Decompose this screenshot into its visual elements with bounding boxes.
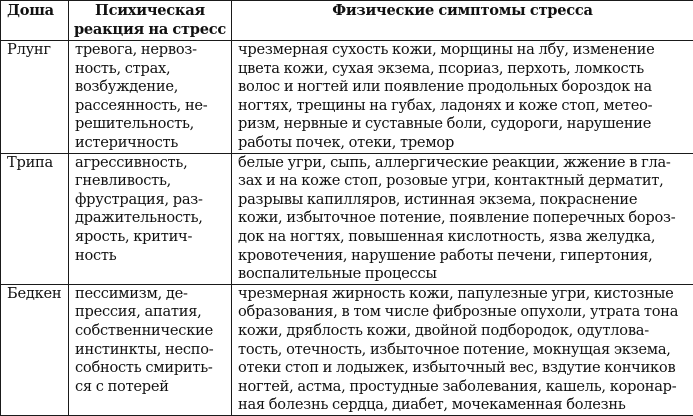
header-physical-label: Физические симптомы стресса [232,2,693,21]
text-line: ризм, нервные и суставные боли, судороги, нарушение [238,115,693,134]
cell-dosha [1,41,69,154]
text-line: истеричность [75,134,231,153]
text-line: ногтях, трещины на губах, ладонях и коже стоп, метео- [238,97,693,116]
text-line: ярость, критич- [75,228,231,247]
text-line: ная болезнь сердца, диабет, мочекаменная болезнь [238,396,693,415]
text-line: отеки стоп и лодыжек, избыточный вес, вздутие кончиков [238,359,693,378]
text-line: работы почек, отеки, тремор [238,134,693,153]
table-row-rlung [1,41,693,154]
cell-dosha [1,284,69,415]
text-line: агрессивность, [75,154,231,173]
text-line: кровотечения, нарушение работы печени, гипертония, [238,247,693,266]
text-line: ся с потерей [75,378,231,397]
dosha-name: Рлунг [7,41,68,60]
text-line: тревога, нервоз- [75,41,231,60]
header-row [1,1,693,41]
text-line: возбуждение, [75,78,231,97]
text-line: решительность, [75,115,231,134]
table-row-bedken [1,284,693,415]
text-line: дражительность, [75,209,231,228]
header-psychic-line: Психическая [69,2,231,21]
text-line: воспалительные процессы [238,265,693,284]
header-physical-symptoms [232,1,693,41]
text-line: кожи, избыточное потение, появление поперечных бороз- [238,209,693,228]
header-dosha-label: Доша [7,2,68,21]
text-line: фрустрация, раз- [75,191,231,210]
text-line: чрезмерная сухость кожи, морщины на лбу, изменение [238,41,693,60]
dosha-name: Трипа [7,154,68,173]
text-line: гневливость, [75,172,231,191]
text-line: чрезмерная жирность кожи, папулезные угри, кистозные [238,285,693,304]
cell-psychic [69,284,232,415]
dosha-name: Бедкен [7,285,68,304]
text-line: собность смирить- [75,359,231,378]
text-line: волос и ногтей или появление продольных бороздок на [238,78,693,97]
header-psychic-line: реакция на стресс [69,21,231,40]
text-line: образования, в том числе фиброзные опухоли, утрата тона [238,303,693,322]
header-psychic-reaction [69,1,232,41]
cell-psychic [69,153,232,284]
text-line: тость, отечность, избыточное потение, мокнущая экзема, [238,341,693,360]
text-line: ность, страх, [75,60,231,79]
header-dosha [1,1,69,41]
text-line: цвета кожи, сухая экзема, псориаз, перхоть, ломкость [238,60,693,79]
cell-psychic [69,41,232,154]
cell-physical [232,153,693,284]
text-line: ность [75,247,231,266]
text-line: пессимизм, де- [75,285,231,304]
text-line: зах и на коже стоп, розовые угри, контактный дерматит, [238,172,693,191]
cell-dosha [1,153,69,284]
cell-physical [232,41,693,154]
table-row-tripa [1,153,693,284]
text-line: кожи, дряблость кожи, двойной подбородок, одутлова- [238,322,693,341]
text-line: разрывы капилляров, истинная экзема, покраснение [238,191,693,210]
text-line: ногтей, астма, простудные заболевания, кашель, коронар- [238,378,693,397]
text-line: прессия, апатия, [75,303,231,322]
cell-physical [232,284,693,415]
text-line: рассеянность, не- [75,97,231,116]
text-line: собственнические [75,322,231,341]
text-line: белые угри, сыпь, аллергические реакции, жжение в гла- [238,154,693,173]
text-line: док на ногтях, повышенная кислотность, язва желудка, [238,228,693,247]
text-line: инстинкты, неспо- [75,341,231,360]
